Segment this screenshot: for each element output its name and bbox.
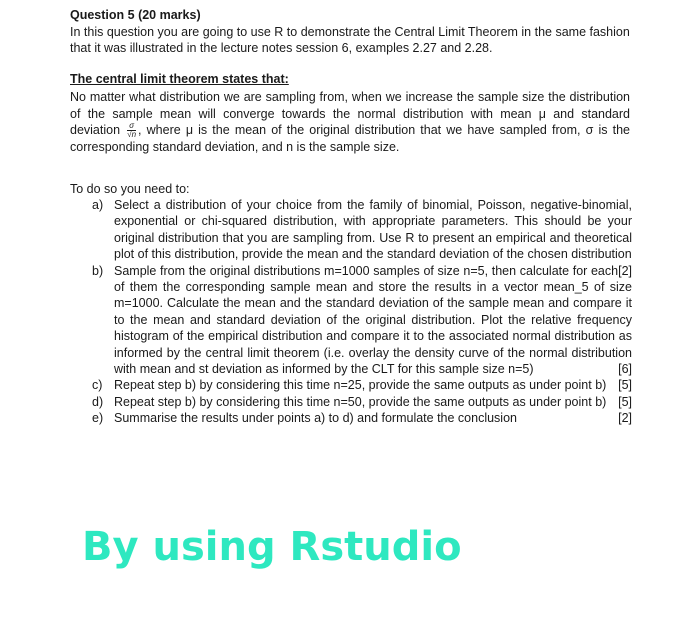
task-marks: [5] <box>618 394 632 409</box>
theorem-text-part2: , where μ is the mean of the original distribution that we have sampled from, σ is the corresponding standard deviation, and n is the sample size. <box>70 123 630 155</box>
task-letter: e) <box>92 411 104 426</box>
theorem-text-part1: No matter what distribution we are sampling from, when we increase the sample size the distribution of the sample mean will converge towards the normal distribution with mean μ and standard deviation <box>70 90 630 137</box>
fraction-denominator: √n <box>127 130 137 140</box>
task-letter: c) <box>92 378 103 393</box>
task-item-e <box>92 410 632 426</box>
rstudio-caption: By using Rstudio <box>82 524 462 570</box>
theorem-body <box>70 89 630 156</box>
task-item-b <box>92 263 632 378</box>
task-item-a <box>92 197 632 278</box>
question-title: Question 5 (20 marks) <box>70 8 201 22</box>
task-letter: d) <box>92 394 104 409</box>
task-text: Repeat step b) by considering this time n=25, provide the same outputs as under point b) <box>114 378 607 393</box>
task-list <box>92 197 632 427</box>
sigma-over-root-n-fraction <box>127 122 136 139</box>
task-item-d <box>92 394 632 410</box>
theorem-heading: The central limit theorem states that: <box>70 72 289 86</box>
task-marks: [5] <box>618 378 632 393</box>
task-marks: [2] <box>618 411 632 426</box>
task-letter: b) <box>92 263 104 278</box>
task-item-c <box>92 377 632 393</box>
task-marks: [6] <box>618 362 632 377</box>
task-text: Select a distribution of your choice from the family of binomial, Poisson, negative-binomial, exponential or chi-squared distribution, with appropriate parameters. This should be your original distribution that you are sampling from. Use R to present an empirical and theoretical plot of this distribution, provide the mean and the standard deviation of the chosen distribution <box>114 198 632 262</box>
task-text: Sample from the original distributions m=1000 samples of size n=5, then calculate for each of them the corresponding sample mean and store the results in a vector mean_5 of size m=1000. Calculate the mean and the standard deviation of the sample mean and compare it to the mean and standard deviation of the original distribution. Plot the relative frequency histogram of the empirical distribution and compare it to the associated normal distribution as informed by the central limit theorem (i.e. overlay the density curve of the normal distribution with mean and st deviation as informed by the CLT for this sample size n=5) <box>114 263 632 377</box>
fraction-numerator: σ <box>127 122 136 131</box>
todo-intro: To do so you need to: <box>70 182 190 196</box>
task-letter: a) <box>92 198 104 212</box>
intro-paragraph: In this question you are going to use R to demonstrate the Central Limit Theorem in the same fashion that it was illustrated in the lecture notes session 6, examples 2.27 and 2.28. <box>70 25 630 55</box>
task-text: Repeat step b) by considering this time n=50, provide the same outputs as under point b) <box>114 394 607 409</box>
task-text: Summarise the results under points a) to d) and formulate the conclusion <box>114 411 517 426</box>
task-marks: [2] <box>618 263 632 278</box>
